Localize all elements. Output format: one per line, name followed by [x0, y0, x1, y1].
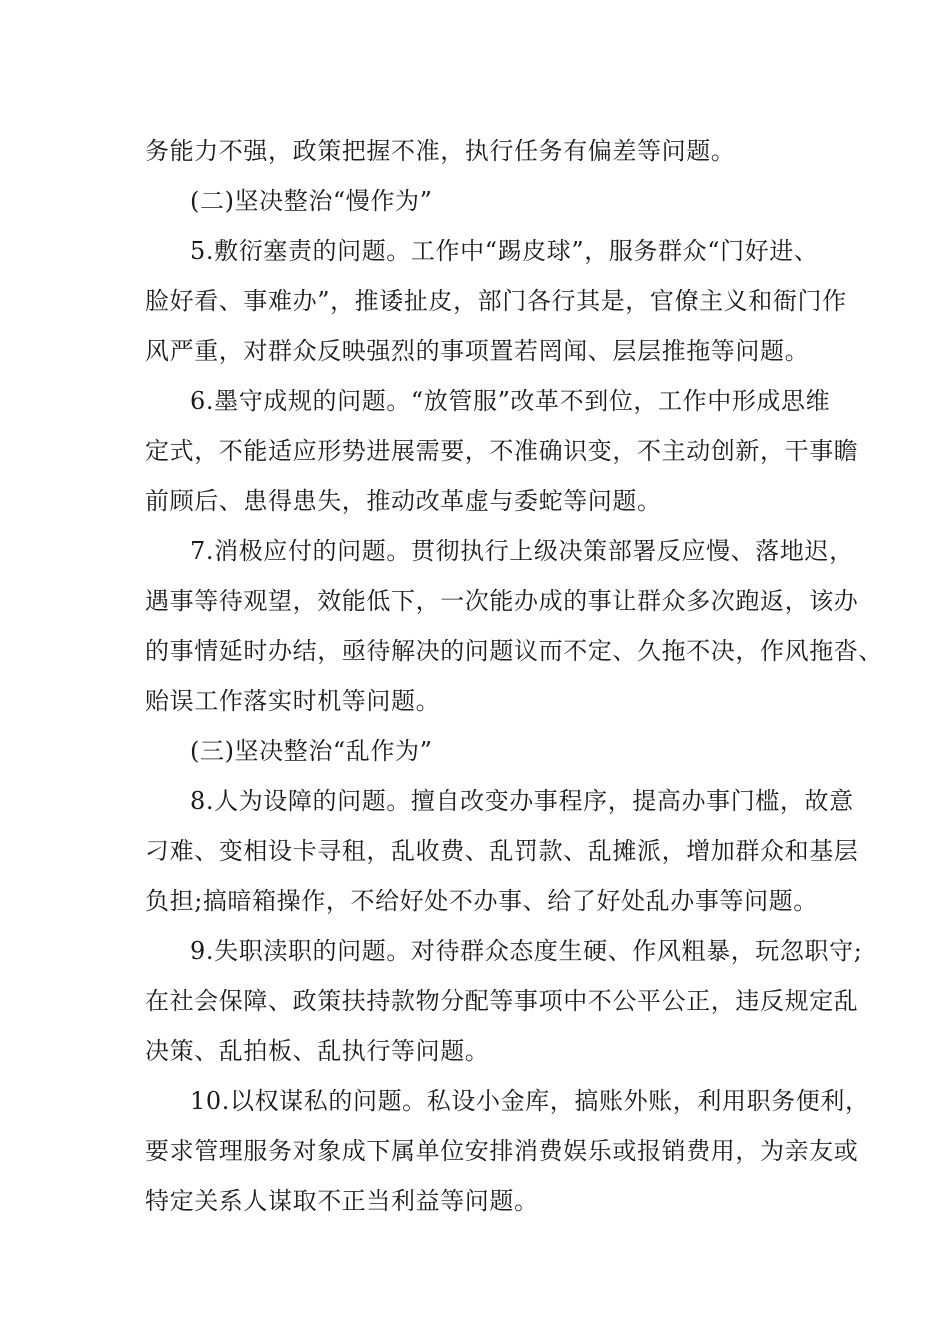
text-line: 10.以权谋私的问题。私设小金库，搞账外账，利用职务便利， [190, 1087, 870, 1115]
text-line: 前顾后、患得患失，推动改革虚与委蛇等问题。 [145, 487, 662, 515]
text-line: 7.消极应付的问题。贯彻执行上级决策部署反应慢、落地迟， [190, 537, 854, 565]
text-line: 8.人为设障的问题。擅自改变办事程序，提高办事门槛，故意 [190, 787, 854, 815]
text-line: 决策、乱拍板、乱执行等问题。 [145, 1037, 490, 1065]
text-line: 6.墨守成规的问题。“放管服”改革不到位，工作中形成思维 [190, 387, 831, 415]
text-line: 5.敷衍塞责的问题。工作中“踢皮球”，服务群众“门好进、 [190, 237, 819, 265]
text-line: 负担;搞暗箱操作，不给好处不办事、给了好处乱办事等问题。 [145, 887, 818, 915]
text-line: 刁难、变相设卡寻租，乱收费、乱罚款、乱摊派，增加群众和基层 [145, 837, 859, 865]
text-line: 脸好看、事难办”，推诿扯皮，部门各行其是，官僚主义和衙门作 [145, 287, 847, 315]
text-line: 9.失职渎职的问题。对待群众态度生硬、作风粗暴，玩忽职守; [190, 937, 863, 965]
text-line: 贻误工作落实时机等问题。 [145, 687, 441, 715]
text-line: 风严重，对群众反映强烈的事项置若罔闻、层层推拖等问题。 [145, 337, 810, 365]
section-heading: (二)坚决整治“慢作为” [190, 187, 433, 215]
text-line: 的事情延时办结，亟待解决的问题议而不定、久拖不决，作风拖沓、 [145, 637, 883, 665]
text-line: 务能力不强，政策把握不准，执行任务有偏差等问题。 [145, 137, 736, 165]
text-line: 特定关系人谋取不正当利益等问题。 [145, 1187, 539, 1215]
text-line: 在社会保障、政策扶持款物分配等事项中不公平公正，违反规定乱 [145, 987, 859, 1015]
section-heading: (三)坚决整治“乱作为” [190, 737, 433, 765]
text-line: 定式，不能适应形势进展需要，不准确识变，不主动创新，干事瞻 [145, 437, 859, 465]
text-line: 要求管理服务对象成下属单位安排消费娱乐或报销费用，为亲友或 [145, 1137, 859, 1165]
text-line: 遇事等待观望，效能低下，一次能办成的事让群众多次跑返，该办 [145, 587, 859, 615]
